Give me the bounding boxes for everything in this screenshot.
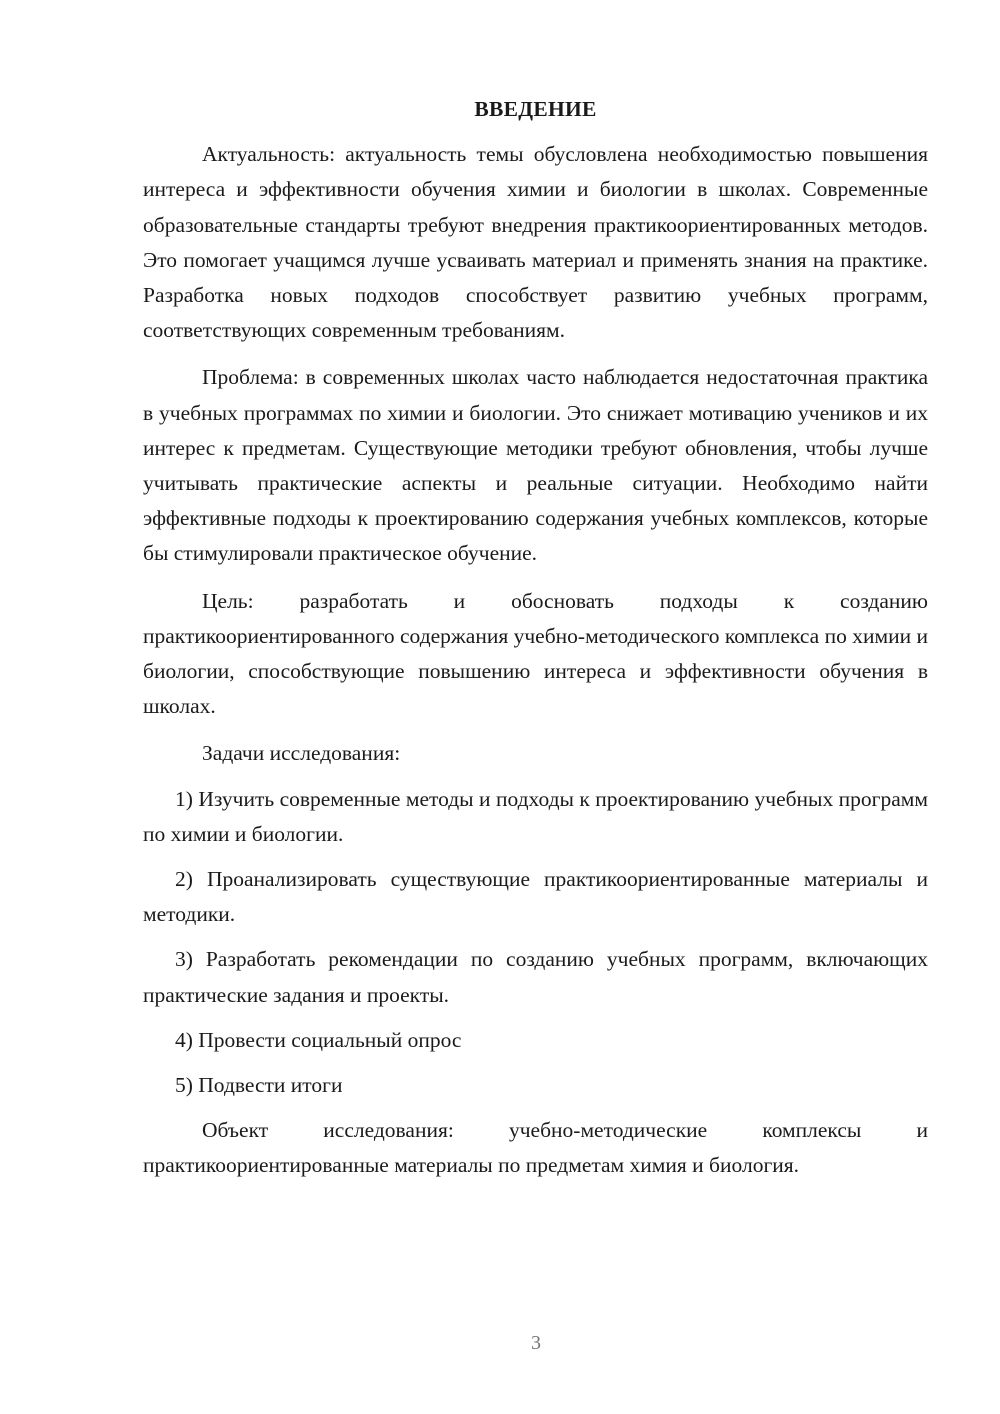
- page-title: ВВЕДЕНИЕ: [474, 97, 597, 121]
- task-item-1: 1) Изучить современные методы и подходы к проектированию учебных программ по химии и биологии.: [143, 786, 928, 846]
- task-item-4: 4) Провести социальный опрос: [175, 1027, 462, 1052]
- task-item-2: 2) Проанализировать существующие практикоориентированные материалы и методики.: [143, 867, 928, 927]
- goal-paragraph: Цель: разработать и обосновать подходы к созданию практикоориентированного содержания учебно-методического комплекса по химии и биологии, способствующие повышению интереса и эффективности обучения в школах.: [143, 588, 928, 719]
- document-page: [143, 92, 928, 1196]
- task-item-5: 5) Подвести итоги: [175, 1073, 343, 1098]
- relevance-paragraph: Актуальность: актуальность темы обусловлена необходимостью повышения интереса и эффективности обучения химии и биологии в школах. Современные образовательные стандарты требуют внедрения практикоориентированных методов. Это помогает учащимся лучше усваивать материал и применять знания на практике. Разработка новых подходов способствует развитию учебных программ, соответствующих современным требованиям.: [143, 142, 928, 343]
- object-paragraph: Объект исследования: учебно-методические комплексы и практикоориентированные материалы по предметам химия и биология.: [143, 1118, 928, 1178]
- task-item-3: 3) Разработать рекомендации по созданию учебных программ, включающих практические задания и проекты.: [143, 947, 928, 1007]
- tasks-heading: Задачи исследования:: [202, 741, 401, 766]
- problem-paragraph: Проблема: в современных школах часто наблюдается недостаточная практика в учебных программах по химии и биологии. Это снижает мотивацию учеников и их интерес к предметам. Существующие методики требуют обновления, чтобы лучше учитывать практические аспекты и реальные ситуации. Необходимо найти эффективные подходы к проектированию содержания учебных комплексов, которые бы стимулировали практическое обучение.: [143, 365, 928, 566]
- page-number: 3: [531, 1332, 541, 1354]
